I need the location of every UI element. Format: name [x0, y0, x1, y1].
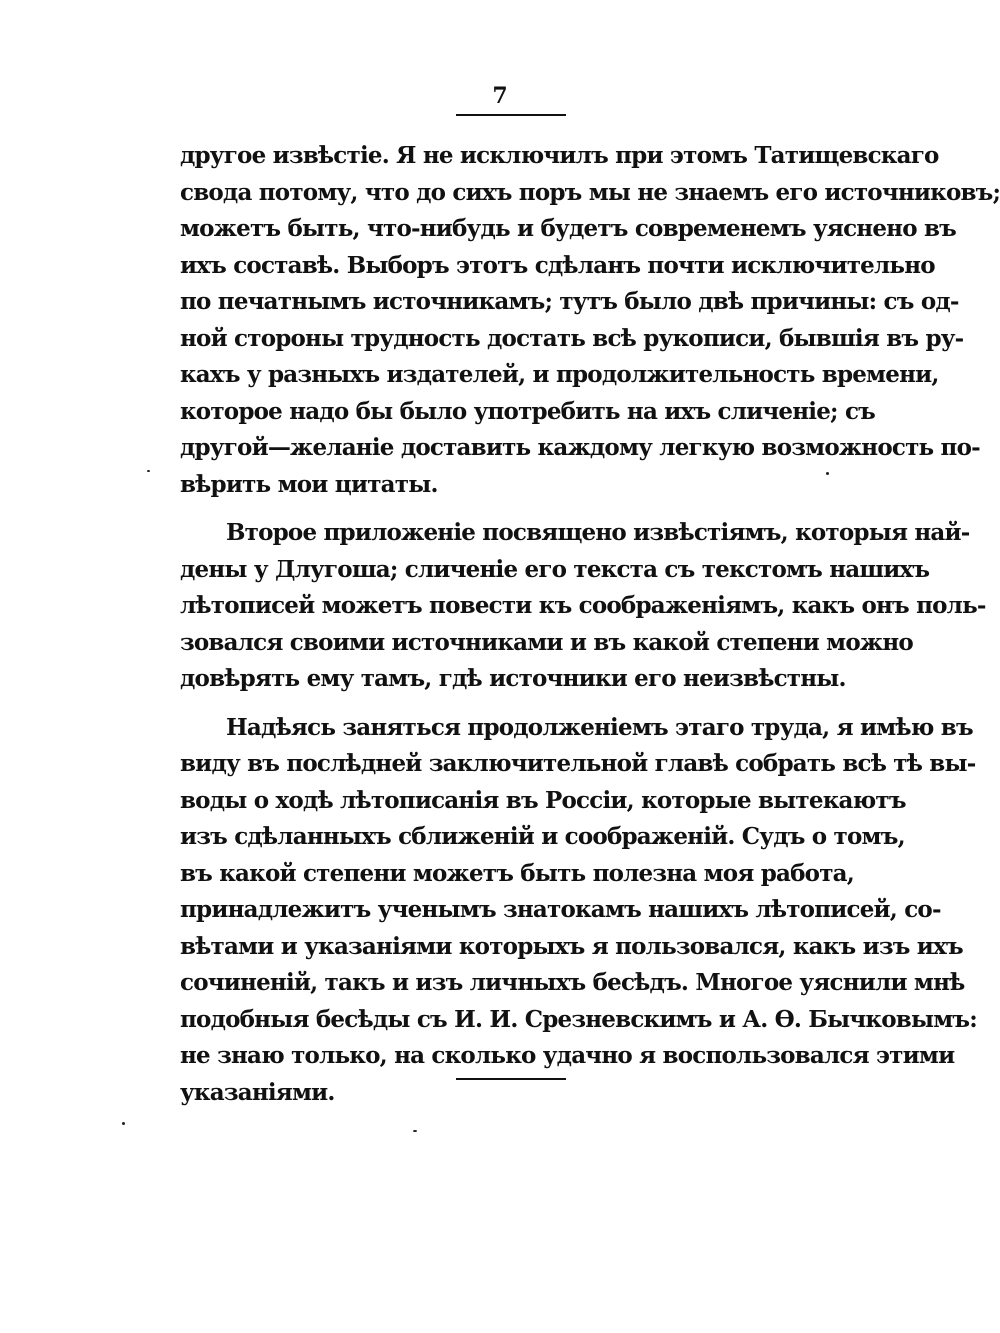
text-line: по печатнымъ источникамъ; тутъ было двѣ причины: съ од- [180, 288, 959, 315]
scan-speck [122, 1122, 125, 1125]
paragraph-1 [180, 138, 1000, 503]
text-line: лѣтописей можетъ повести къ соображеніямъ, какъ онъ поль- [180, 592, 986, 619]
text-line: Второе приложеніе посвящено извѣстіямъ, которыя най- [226, 519, 970, 546]
footer-rule [456, 1078, 566, 1080]
scan-speck [147, 470, 150, 472]
text-line: свода потому, что до сихъ поръ мы не знаемъ его источниковъ; [180, 178, 1000, 206]
text-line: кахъ у разныхъ издателей, и продолжительность времени, [180, 361, 939, 388]
paragraph-3 [180, 710, 977, 1112]
text-line: вѣтами и указаніями которыхъ я пользовался, какъ изъ ихъ [180, 932, 963, 960]
text-line: Надѣясь заняться продолженіемъ этаго труда, я имѣю въ [226, 713, 973, 741]
text-line: виду въ послѣдней заключительной главѣ собрать всѣ тѣ вы- [180, 750, 976, 777]
text-line: изъ сдѣланныхъ сближеній и соображеній. Судъ о томъ, [180, 823, 905, 850]
text-line: которое надо бы было употребить на ихъ сличеніе; съ [180, 397, 875, 425]
text-line: указаніями. [180, 1078, 335, 1106]
text-line: воды о ходѣ лѣтописанія въ Россіи, которые вытекаютъ [180, 786, 906, 814]
text-line: вѣрить мои цитаты. [180, 470, 438, 498]
text-line: въ какой степени можетъ быть полезна моя работа, [180, 859, 854, 887]
text-line: дены у Длугоша; сличеніе его текста съ текстомъ нашихъ [180, 555, 930, 583]
text-line: другое извѣстіе. Я не исключилъ при этомъ Татищевскаго [180, 142, 939, 169]
text-line: зовался своими источниками и въ какой степени можно [180, 628, 913, 656]
text-line: ной стороны трудность достать всѣ рукописи, бывшія въ ру- [180, 324, 964, 352]
paragraph-2 [180, 515, 986, 698]
text-line: подобныя бесѣды съ И. И. Срезневскимъ и А. Ѳ. Бычковымъ: [180, 1005, 977, 1033]
text-line: довѣрять ему тамъ, гдѣ источники его неизвѣстны. [180, 665, 846, 692]
page-number: 7 [492, 83, 508, 109]
text-line: не знаю только, на сколько удачно я воспользовался этими [180, 1042, 955, 1069]
text-line: сочиненій, такъ и изъ личныхъ бесѣдъ. Многое уяснили мнѣ [180, 969, 965, 996]
text-line: ихъ составѣ. Выборъ этотъ сдѣланъ почти исключительно [180, 251, 935, 279]
scan-speck [413, 1130, 417, 1132]
body-text [180, 138, 1000, 1123]
text-line: другой—желаніе доставить каждому легкую возможность по- [180, 434, 980, 461]
text-line: можетъ быть, что-нибудь и будетъ современемъ уяснено въ [180, 215, 956, 242]
header-rule [456, 114, 566, 116]
text-line: принадлежитъ ученымъ знатокамъ нашихъ лѣтописей, со- [180, 896, 941, 923]
scan-speck [826, 472, 829, 475]
